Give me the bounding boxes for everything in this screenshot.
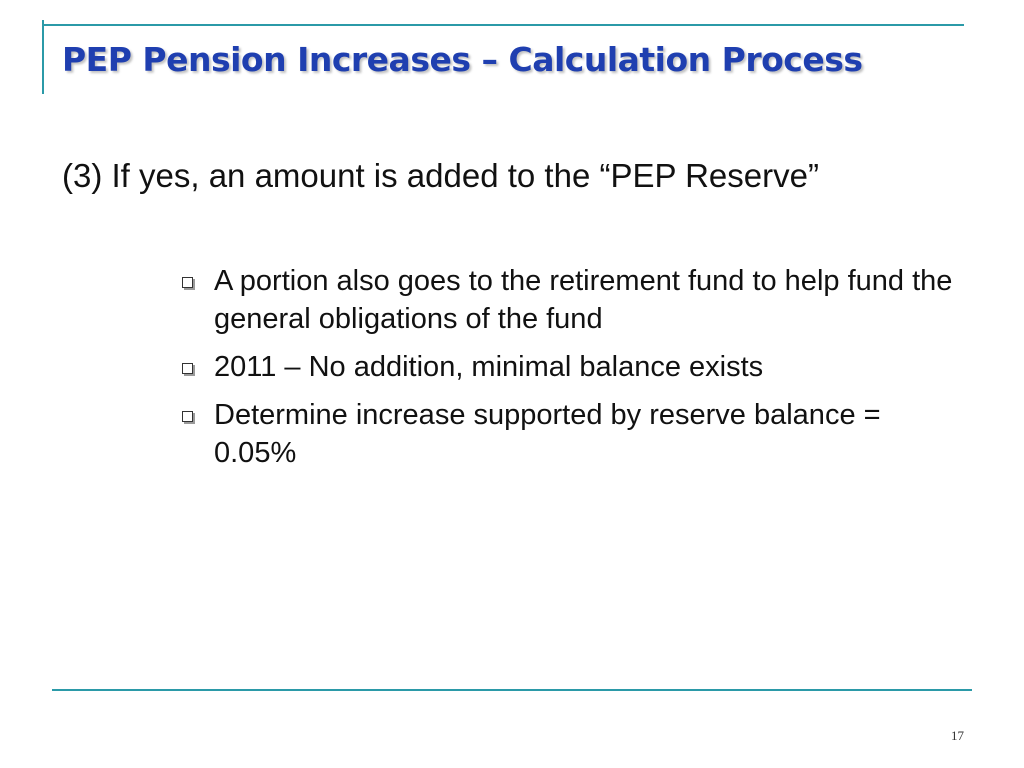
hollow-square-bullet-icon	[182, 363, 193, 374]
hollow-square-bullet-icon	[182, 411, 193, 422]
sub-bullet-item	[180, 262, 970, 338]
page-number: 17	[951, 728, 964, 743]
sub-bullet-text: A portion also goes to the retirement fund to help fund the general obligations of the fund	[214, 265, 953, 335]
slide-title: PEP Pension Increases – Calculation Process	[62, 40, 863, 79]
sub-bullet-item	[180, 396, 970, 472]
title-accent-vertical-line	[42, 20, 44, 94]
footer-divider-line	[52, 689, 972, 691]
sub-bullet-text: 2011 – No addition, minimal balance exists	[214, 351, 764, 383]
sub-bullet-list	[180, 262, 970, 482]
hollow-square-bullet-icon	[182, 277, 193, 288]
main-point-text: (3) If yes, an amount is added to the “PEP Reserve”	[62, 157, 819, 194]
sub-bullet-item	[180, 348, 970, 386]
title-accent-horizontal-line	[42, 24, 964, 26]
sub-bullet-text: Determine increase supported by reserve balance = 0.05%	[214, 399, 881, 469]
